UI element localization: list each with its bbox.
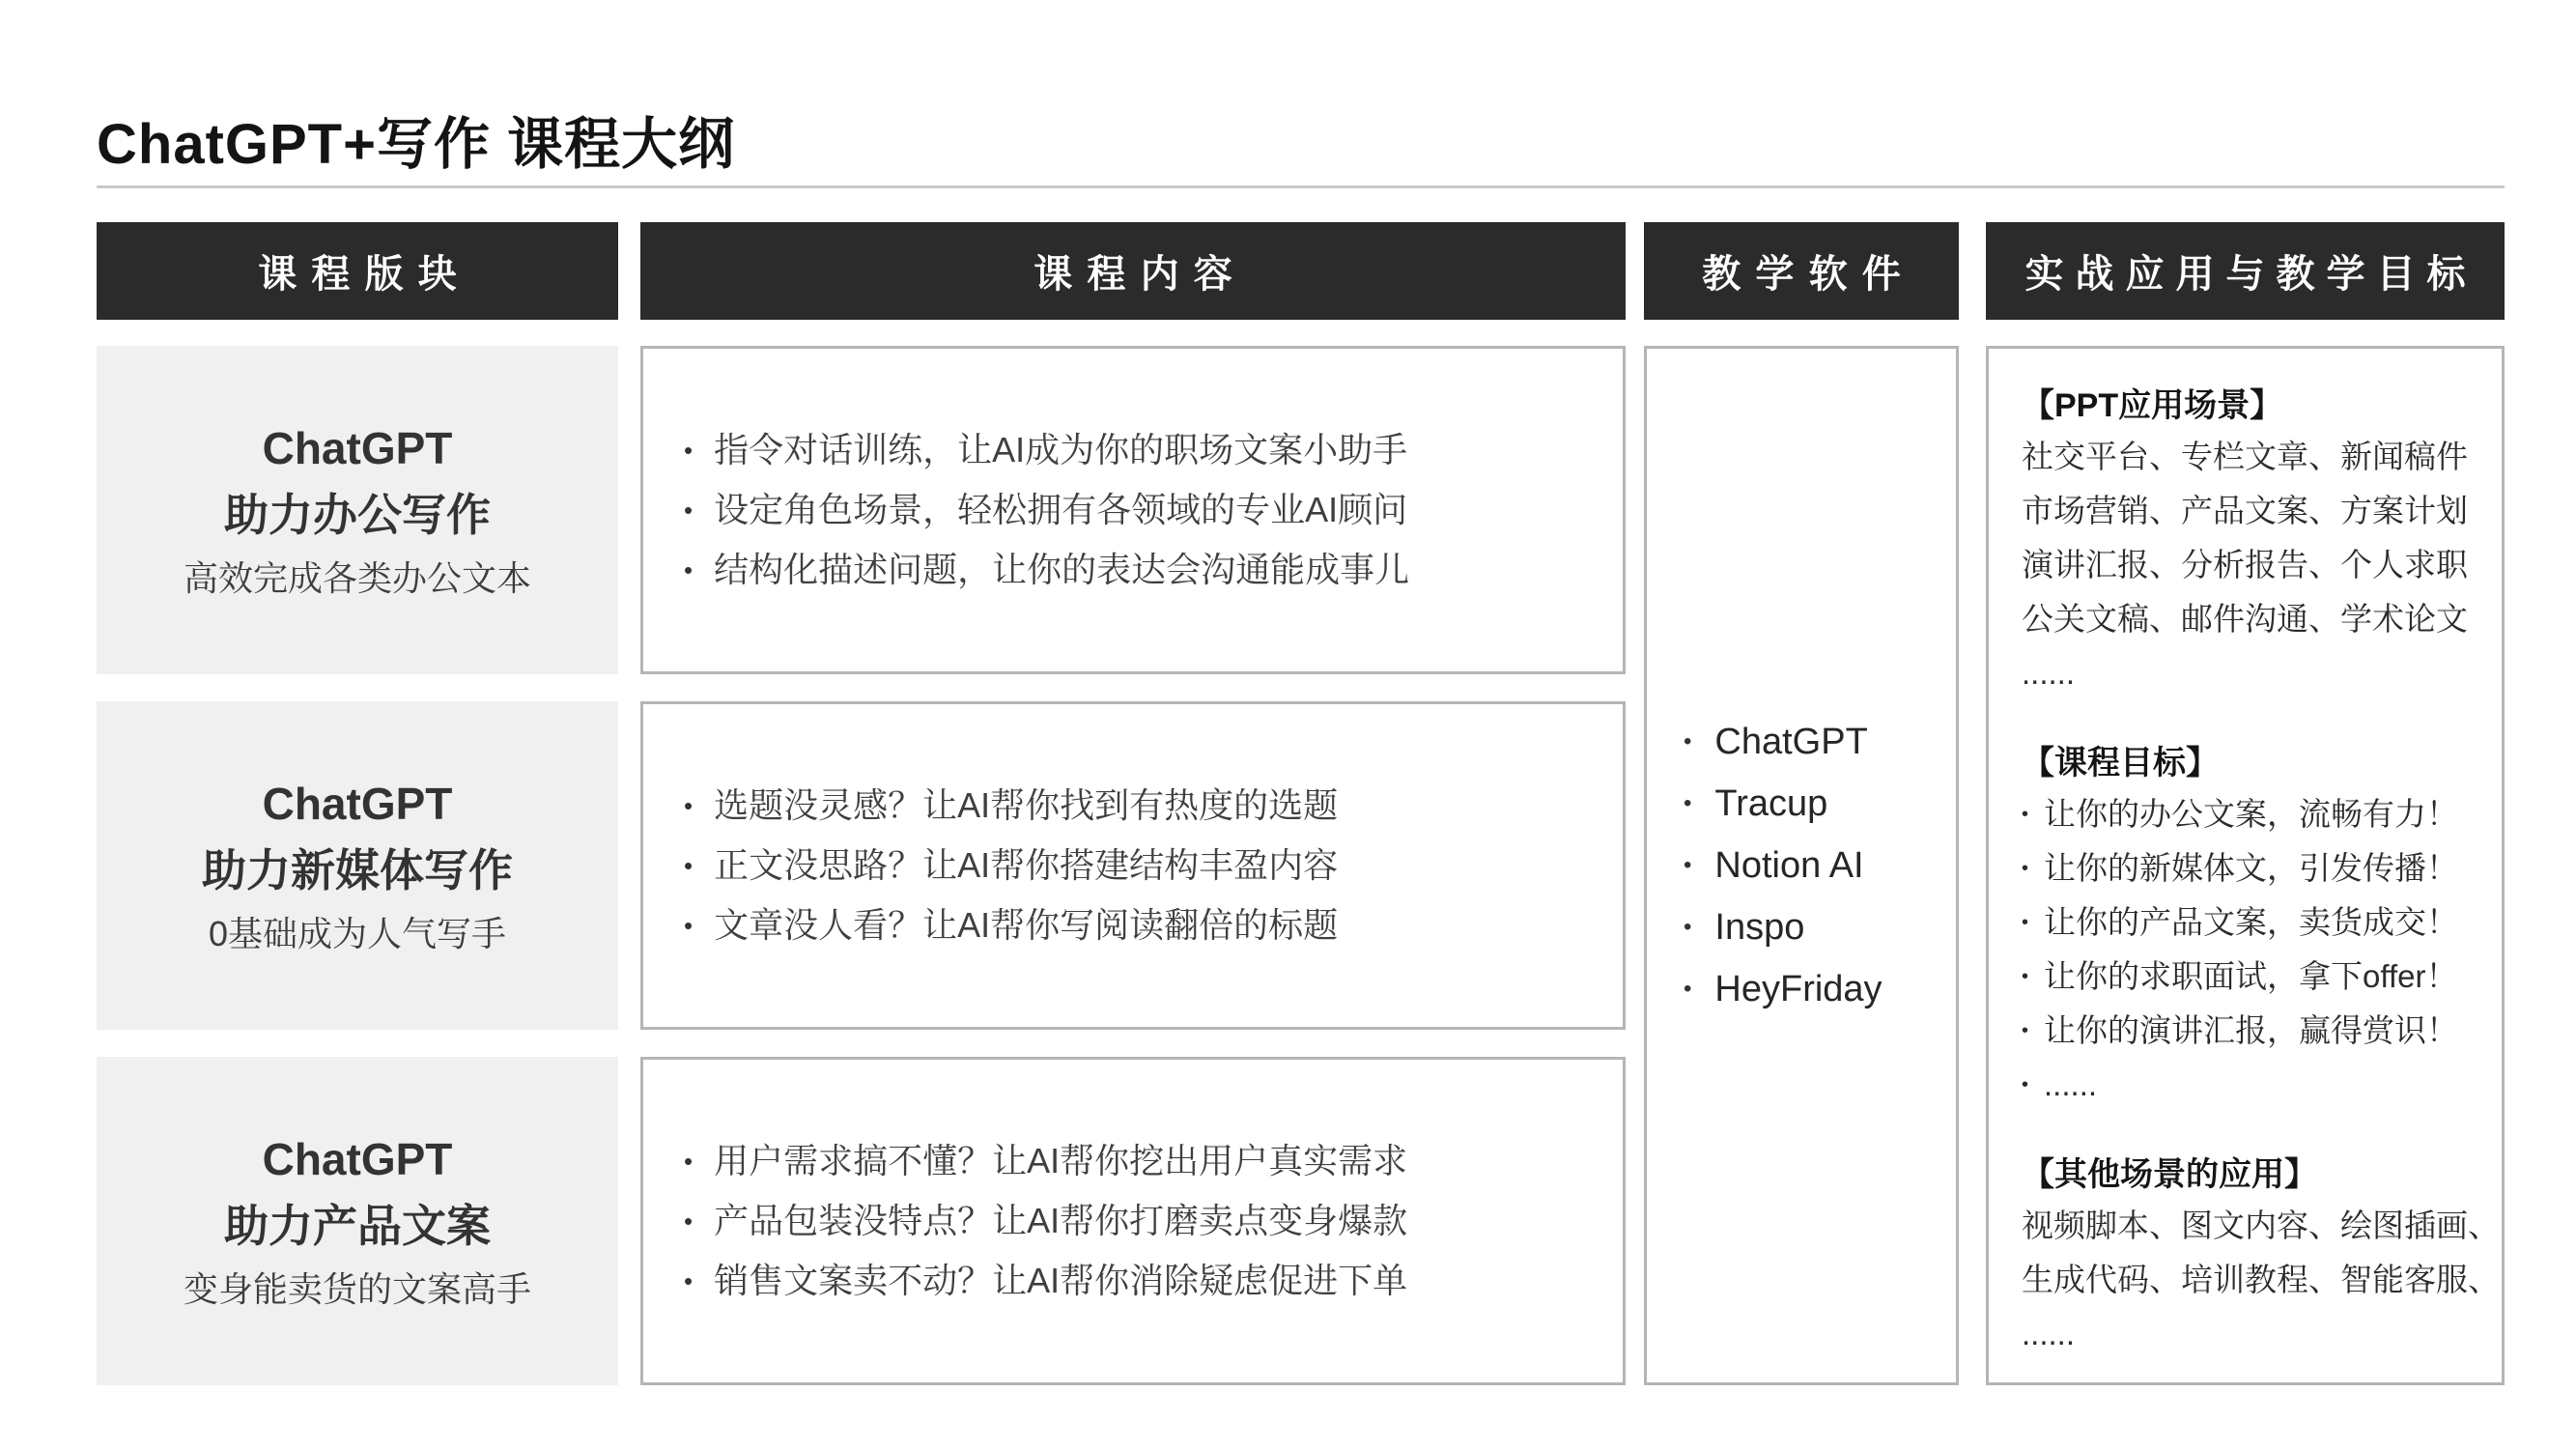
page-title: ChatGPT+写作 课程大纲 bbox=[97, 113, 736, 176]
bullet-icon: • bbox=[2022, 1074, 2029, 1095]
software-item-label: ChatGPT bbox=[1714, 722, 1868, 762]
content-bullet bbox=[684, 895, 1603, 955]
software-list-cell bbox=[1644, 346, 1959, 1385]
software-item bbox=[1684, 773, 1956, 835]
section-line: ...... bbox=[2022, 1316, 2076, 1351]
goals-cell bbox=[1986, 346, 2505, 1385]
software-item-label: HeyFriday bbox=[1714, 969, 1882, 1009]
module-cell-product-copywriting bbox=[97, 1057, 618, 1385]
content-bullet bbox=[684, 836, 1603, 895]
column-header-content: 课程内容 bbox=[640, 222, 1626, 320]
goal-bullet-text: 让你的办公文案，流畅有力！ bbox=[2044, 796, 2459, 832]
content-bullet-text: 文章没人看？让AI帮你写阅读翻倍的标题 bbox=[714, 905, 1339, 945]
goal-bullet-text: 让你的演讲汇报，赢得赏识！ bbox=[2044, 1012, 2459, 1048]
column-header-goals: 实战应用与教学目标 bbox=[1986, 222, 2505, 320]
goal-bullet-text: 让你的新媒体文，引发传播！ bbox=[2044, 850, 2459, 886]
bullet-icon: • bbox=[2022, 1020, 2029, 1041]
software-item bbox=[1684, 896, 1956, 958]
bullet-icon: • bbox=[1684, 976, 1692, 1002]
bullet-icon: • bbox=[684, 555, 694, 584]
module-tagline: 0基础成为人气写手 bbox=[208, 914, 507, 953]
module-title: ChatGPT bbox=[262, 423, 453, 473]
goal-bullet bbox=[2022, 950, 2478, 1004]
goal-bullet bbox=[2022, 841, 2478, 895]
goal-bullet bbox=[2022, 787, 2478, 841]
content-bullet bbox=[684, 480, 1603, 540]
bullet-icon: • bbox=[2022, 804, 2029, 825]
title-divider bbox=[97, 185, 2505, 188]
content-bullet-text: 设定角色场景，轻松拥有各领域的专业AI顾问 bbox=[714, 490, 1408, 529]
content-bullet bbox=[684, 1251, 1603, 1311]
module-title: ChatGPT bbox=[262, 1134, 453, 1184]
bullet-icon: • bbox=[684, 791, 694, 820]
goal-bullet-text: 让你的求职面试，拿下offer！ bbox=[2044, 958, 2458, 994]
section-course-goals bbox=[2022, 739, 2478, 1112]
section-line: 生成代码、培训教程、智能客服、 bbox=[2022, 1262, 2500, 1297]
section-heading: 【课程目标】 bbox=[2022, 745, 2219, 781]
section-ppt-scenarios bbox=[2022, 382, 2478, 700]
content-cell-product-copywriting bbox=[640, 1057, 1626, 1385]
software-item bbox=[1684, 711, 1956, 773]
module-subtitle: 助力新媒体写作 bbox=[202, 845, 513, 895]
section-line: 视频脚本、图文内容、绘图插画、 bbox=[2022, 1208, 2500, 1243]
content-cell-office-writing bbox=[640, 346, 1626, 674]
section-line: 公关文稿、邮件沟通、学术论文 bbox=[2022, 601, 2468, 637]
bullet-icon: • bbox=[1684, 728, 1692, 754]
content-bullet-text: 产品包装没特点？让AI帮你打磨卖点变身爆款 bbox=[714, 1201, 1408, 1240]
module-subtitle: 助力产品文案 bbox=[224, 1201, 491, 1251]
software-item-label: Inspo bbox=[1714, 907, 1805, 948]
goal-bullet bbox=[2022, 1004, 2478, 1058]
goal-bullet bbox=[2022, 895, 2478, 950]
module-tagline: 高效完成各类办公文本 bbox=[183, 558, 531, 598]
bullet-icon: • bbox=[684, 496, 694, 525]
goal-bullet-text: 让你的产品文案，卖货成交！ bbox=[2044, 904, 2459, 940]
module-tagline: 变身能卖货的文案高手 bbox=[183, 1269, 531, 1309]
software-item-label: Tracup bbox=[1714, 783, 1828, 824]
content-bullet-text: 用户需求搞不懂？让AI帮你挖出用户真实需求 bbox=[714, 1141, 1408, 1180]
column-header-module: 课程版块 bbox=[97, 222, 618, 320]
bullet-icon: • bbox=[684, 1147, 694, 1176]
column-header-software: 教学软件 bbox=[1644, 222, 1959, 320]
section-heading: 【其他场景的应用】 bbox=[2022, 1156, 2317, 1193]
bullet-icon: • bbox=[684, 851, 694, 880]
content-bullet-text: 指令对话训练，让AI成为你的职场文案小助手 bbox=[714, 430, 1408, 469]
software-item bbox=[1684, 958, 1956, 1020]
module-cell-office-writing bbox=[97, 346, 618, 674]
bullet-icon: • bbox=[684, 1266, 694, 1295]
content-bullet bbox=[684, 420, 1603, 480]
bullet-icon: • bbox=[684, 436, 694, 465]
section-other-scenarios bbox=[2022, 1151, 2500, 1361]
module-subtitle: 助力办公写作 bbox=[224, 490, 491, 540]
content-bullet-text: 选题没灵感？让AI帮你找到有热度的选题 bbox=[714, 785, 1339, 825]
content-bullet bbox=[684, 1191, 1603, 1251]
bullet-icon: • bbox=[684, 1207, 694, 1236]
content-bullet bbox=[684, 776, 1603, 836]
section-line: 演讲汇报、分析报告、个人求职 bbox=[2022, 547, 2468, 582]
goal-bullet bbox=[2022, 1058, 2478, 1112]
content-bullet-text: 销售文案卖不动？让AI帮你消除疑虑促进下单 bbox=[714, 1261, 1408, 1300]
bullet-icon: • bbox=[2022, 912, 2029, 933]
goal-bullet-text: ...... bbox=[2044, 1066, 2098, 1102]
software-item bbox=[1684, 835, 1956, 896]
content-bullet-text: 结构化描述问题，让你的表达会沟通能成事儿 bbox=[714, 550, 1410, 589]
section-line: 社交平台、专栏文章、新闻稿件 bbox=[2022, 439, 2468, 474]
software-item-label: Notion AI bbox=[1714, 845, 1864, 886]
module-title: ChatGPT bbox=[262, 779, 453, 829]
content-cell-new-media-writing bbox=[640, 701, 1626, 1030]
bullet-icon: • bbox=[1684, 914, 1692, 940]
bullet-icon: • bbox=[684, 911, 694, 940]
bullet-icon: • bbox=[2022, 966, 2029, 987]
bullet-icon: • bbox=[2022, 858, 2029, 879]
bullet-icon: • bbox=[1684, 790, 1692, 816]
section-line: ...... bbox=[2022, 655, 2076, 691]
module-cell-new-media-writing bbox=[97, 701, 618, 1030]
section-line: 市场营销、产品文案、方案计划 bbox=[2022, 493, 2468, 528]
content-bullet bbox=[684, 1131, 1603, 1191]
bullet-icon: • bbox=[1684, 852, 1692, 878]
content-bullet bbox=[684, 540, 1603, 600]
content-bullet-text: 正文没思路？让AI帮你搭建结构丰盈内容 bbox=[714, 845, 1339, 885]
section-heading: 【PPT应用场景】 bbox=[2022, 387, 2283, 424]
